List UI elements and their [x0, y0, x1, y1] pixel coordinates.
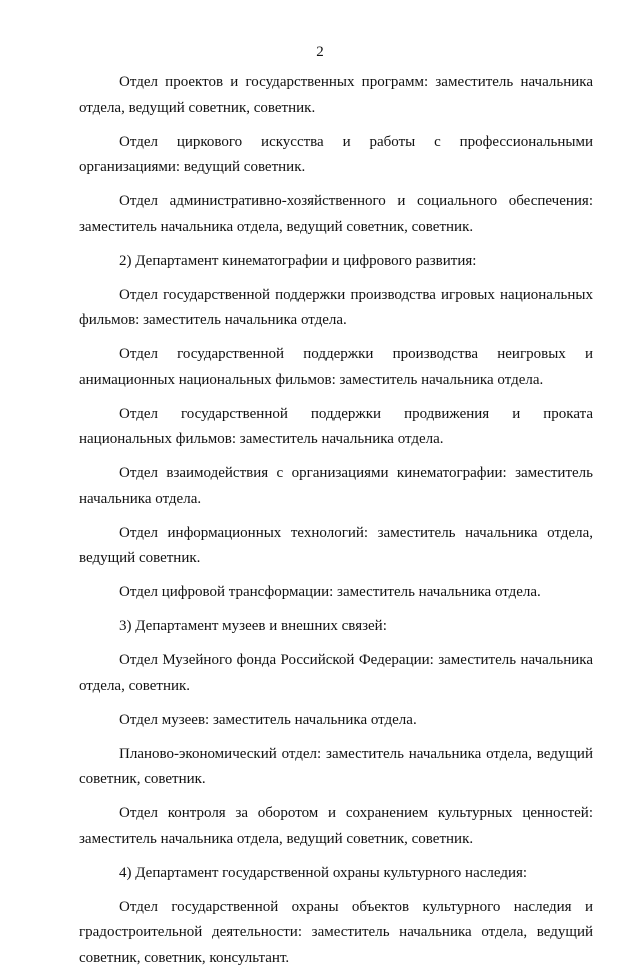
paragraph: Отдел музеев: заместитель начальника отдела. — [119, 711, 417, 728]
section-heading: 4) Департамент государственной охраны культурного наследия: — [119, 864, 528, 881]
section-heading: 2) Департамент кинематографии и цифрового развития: — [119, 252, 477, 269]
paragraph: Отдел государственной поддержки продвижения и проката национальных фильмов: заместитель начальника отдела. — [79, 405, 593, 447]
paragraph: Отдел государственной поддержки производства игровых национальных фильмов: заместитель начальника отдела. — [79, 286, 593, 328]
paragraph: Отдел цифровой трансформации: заместитель начальника отдела. — [119, 584, 541, 600]
section-heading: 3) Департамент музеев и внешних связей: — [119, 618, 387, 634]
paragraph: Отдел взаимодействия с организациями кинематографии: заместитель начальника отдела. — [79, 465, 593, 507]
paragraph: Отдел государственной поддержки производства неигровых и анимационных национальных фильмов: заместитель начальника отдела. — [79, 346, 593, 388]
page-number: 2 — [316, 44, 324, 60]
paragraph: Планово-экономический отдел: заместитель начальника отдела, ведущий советник, советник. — [79, 745, 593, 787]
paragraph: Отдел государственной охраны объектов культурного наследия и градостроительной деятельности: заместитель начальника отдела, ведущий советник, советник, консультант. — [79, 898, 593, 966]
paragraph: Отдел информационных технологий: заместитель начальника отдела, ведущий советник. — [79, 524, 593, 566]
paragraph: Отдел проектов и государственных программ: заместитель начальника отдела, ведущий советник, советник. — [79, 74, 593, 116]
paragraph: Отдел административно-хозяйственного и социального обеспечения: заместитель начальника отдела, ведущий советник, советник. — [79, 193, 593, 235]
document-body — [79, 70, 593, 980]
paragraph: Отдел контроля за оборотом и сохранением культурных ценностей: заместитель начальника отдела, ведущий советник, советник. — [79, 805, 593, 847]
paragraph: Отдел Музейного фонда Российской Федерации: заместитель начальника отдела, советник. — [79, 652, 593, 694]
paragraph: Отдел циркового искусства и работы с профессиональными организациями: ведущий советник. — [79, 133, 593, 175]
